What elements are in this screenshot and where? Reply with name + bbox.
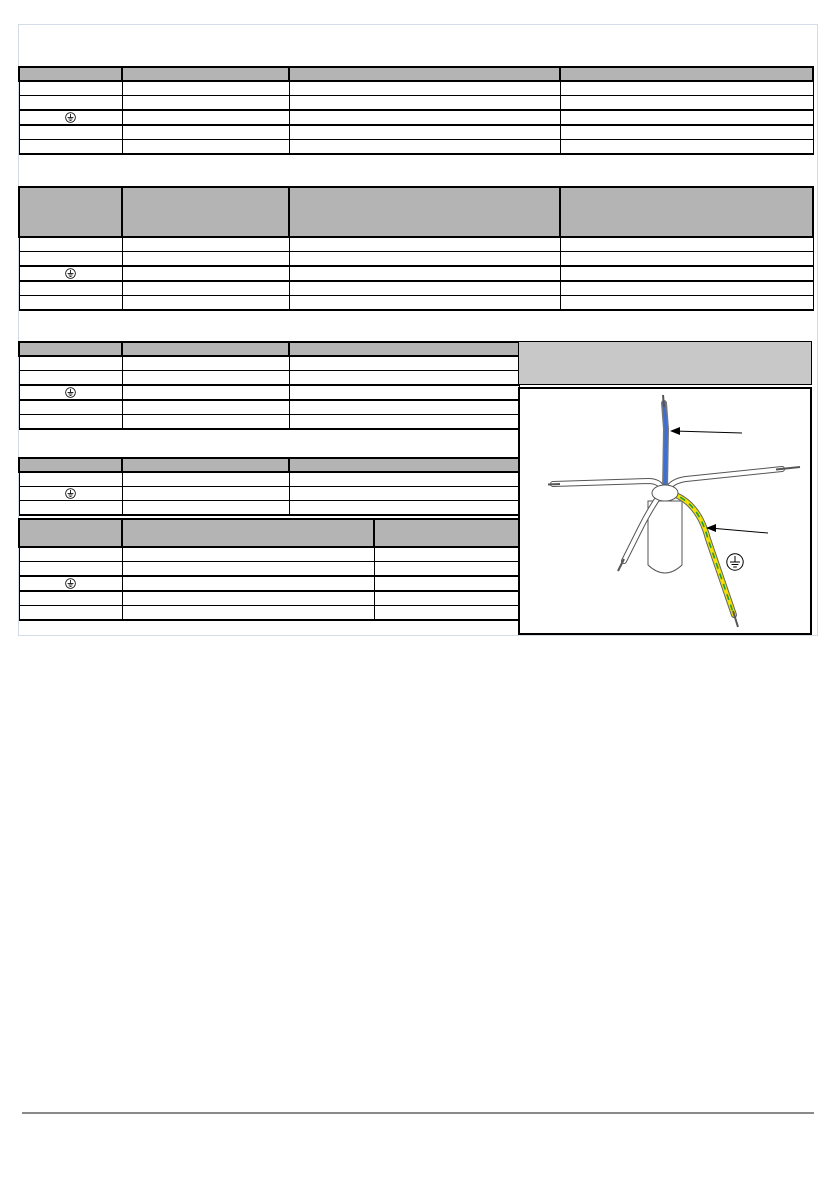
table-row [19, 472, 519, 487]
cable-sheath [648, 501, 682, 573]
table-row [19, 81, 813, 96]
earth-icon [65, 578, 76, 589]
wiring-table-2 [18, 186, 814, 311]
table-row-earth [19, 110, 813, 125]
table-row [19, 237, 813, 252]
table-row [19, 140, 813, 155]
table-row [19, 371, 519, 386]
cable-junction [652, 485, 678, 501]
wiring-table-1 [18, 66, 814, 155]
table-row [19, 281, 813, 296]
table-row-earth [19, 576, 519, 591]
table-row [19, 252, 813, 267]
wiring-table-3 [18, 341, 520, 430]
table-row [19, 547, 519, 562]
table-header-row [19, 458, 519, 472]
diagram-header-panel [518, 341, 812, 385]
table-row [19, 562, 519, 577]
neutral-pointer-arrow [674, 431, 742, 433]
wiring-table-4 [18, 457, 520, 516]
cable-wiring-diagram [518, 387, 812, 635]
table-row [19, 356, 519, 371]
earth-pointer-arrow [710, 528, 768, 533]
table-row [19, 606, 519, 621]
table-header-row [19, 519, 519, 547]
earth-icon [65, 268, 76, 279]
table-row [19, 125, 813, 140]
table-row [19, 296, 813, 311]
earth-icon [65, 488, 76, 499]
table-row-earth [19, 385, 519, 400]
table-row-earth [19, 266, 813, 281]
table-row [19, 96, 813, 111]
earth-icon [65, 112, 76, 123]
earth-icon [65, 387, 76, 398]
table-row [19, 501, 519, 516]
table-header-row [19, 67, 813, 81]
earth-icon [727, 554, 743, 570]
wiring-table-5 [18, 518, 520, 621]
table-header-row [19, 342, 519, 356]
cable-illustration [520, 389, 810, 633]
footer-rule [22, 1112, 814, 1114]
table-row [19, 591, 519, 606]
table-row-earth [19, 487, 519, 501]
table-row [19, 415, 519, 430]
table-row [19, 400, 519, 415]
table-header-row [19, 187, 813, 237]
